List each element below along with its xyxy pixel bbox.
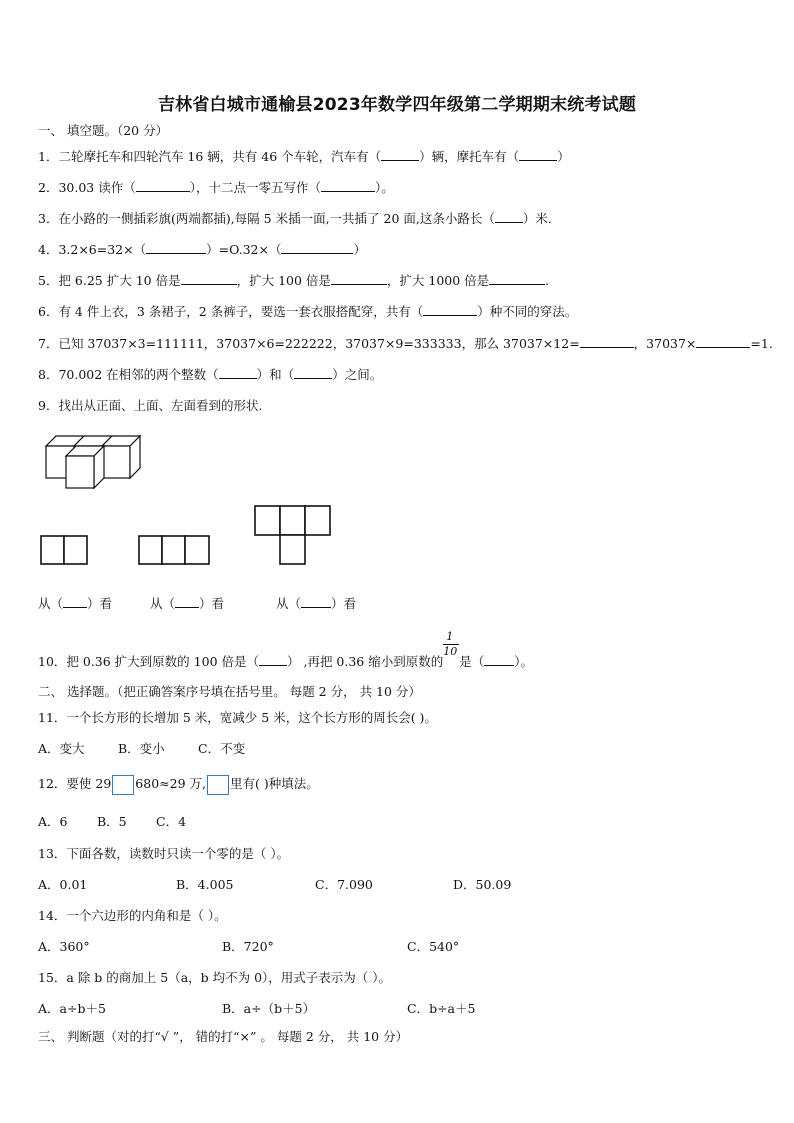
digit-box[interactable] — [207, 775, 229, 795]
question-9: 9．找出从正面、上面、左面看到的形状. — [38, 398, 263, 413]
q13-option-c[interactable]: C．7.090 — [315, 877, 373, 892]
section-2-heading: 二、 选择题。（把正确答案序号填在括号里。 每题 2 分， 共 10 分） — [38, 684, 421, 699]
answer-blank[interactable] — [136, 179, 190, 192]
question-3: 3．在小路的一侧插彩旗(两端都插),每隔 5 米插一面,一共插了 20 面,这条小路长（ ）米． — [38, 211, 561, 226]
question-12: 12．要使 29 680≈29 万, 里有( )种填法。 — [38, 774, 319, 795]
question-13: 13．下面各数，读数时只读一个零的是（ ）。 — [38, 846, 290, 861]
view-shape-a — [40, 535, 90, 565]
view-shape-b — [138, 535, 212, 565]
answer-blank[interactable] — [580, 335, 634, 348]
question-7: 7．已知 37037×3=111111，37037×6=222222，37037×9=333333，那么 37037×12= ，37037× =1. — [38, 336, 773, 351]
answer-blank[interactable] — [281, 241, 353, 254]
answer-blank[interactable] — [63, 595, 87, 608]
q15-option-c[interactable]: C．b÷a＋5 — [407, 1001, 476, 1016]
question-4: 4．3.2×6=32×（ ）=O.32×（ ） — [38, 242, 366, 257]
section-1-heading: 一、 填空题。（20 分） — [38, 123, 169, 138]
q11-option-a[interactable]: A．变大 — [38, 741, 85, 756]
answer-blank[interactable] — [696, 335, 750, 348]
q13-option-a[interactable]: A．0.01 — [38, 877, 88, 892]
view-shape-c — [254, 505, 332, 565]
q13-option-d[interactable]: D．50.09 — [453, 877, 512, 892]
q12-option-c[interactable]: C．4 — [156, 814, 187, 829]
question-15: 15．a 除 b 的商加上 5（a，b 均不为 0），用式子表示为（ ）。 — [38, 970, 392, 985]
q12-option-b[interactable]: B．5 — [97, 814, 127, 829]
answer-blank[interactable] — [301, 595, 331, 608]
answer-blank[interactable] — [294, 366, 332, 379]
answer-blank[interactable] — [381, 148, 419, 161]
question-2: 2．30.03 读作（ ），十二点一零五写作（ ）。 — [38, 180, 394, 195]
answer-blank[interactable] — [484, 653, 514, 666]
q15-option-b[interactable]: B．a÷（b＋5） — [222, 1001, 316, 1016]
question-8: 8．70.002 在相邻的两个整数（ ）和（ ）之间。 — [38, 367, 383, 382]
answer-blank[interactable] — [219, 366, 257, 379]
answer-blank[interactable] — [495, 210, 523, 223]
digit-box[interactable] — [112, 775, 134, 795]
answer-blank[interactable] — [423, 303, 477, 316]
fraction-one-tenth: $\frac{1}{10}$ — [443, 630, 458, 658]
view-label-1: 从（ ）看 — [38, 596, 113, 611]
q12-option-a[interactable]: A．6 — [38, 814, 68, 829]
q14-option-c[interactable]: C．540° — [407, 939, 460, 954]
answer-blank[interactable] — [175, 595, 199, 608]
section-3-heading: 三、 判断题（对的打“√ ”， 错的打“×” 。 每题 2 分， 共 10 分） — [38, 1029, 409, 1044]
question-6: 6．有 4 件上衣，3 条裙子，2 条裤子，要选一套衣服搭配穿，共有（ ）种不同的穿法。 — [38, 304, 578, 319]
q11-option-c[interactable]: C．不变 — [198, 741, 246, 756]
view-label-3: 从（ ）看 — [276, 596, 357, 611]
cube-stack-figure — [40, 432, 144, 494]
answer-blank[interactable] — [181, 272, 237, 285]
question-11: 11．一个长方形的长增加 5 米，宽减少 5 米，这个长方形的周长会( )。 — [38, 710, 437, 725]
view-label-2: 从（ ）看 — [150, 596, 225, 611]
q15-option-a[interactable]: A．a÷b＋5 — [38, 1001, 106, 1016]
answer-blank[interactable] — [259, 653, 287, 666]
q11-option-b[interactable]: B．变小 — [118, 741, 165, 756]
answer-blank[interactable] — [489, 272, 545, 285]
answer-blank[interactable] — [146, 241, 206, 254]
question-10: 10．把 0.36 扩大到原数的 100 倍是（ ） ,再把 0.36 缩小到原数的 $\frac{1}{10}$ 是（ ）。 — [38, 630, 534, 669]
page-title: 吉林省白城市通榆县2023年数学四年级第二学期期末统考试题 — [157, 95, 637, 115]
q13-option-b[interactable]: B．4.005 — [176, 877, 234, 892]
answer-blank[interactable] — [321, 179, 375, 192]
q14-option-a[interactable]: A．360° — [38, 939, 90, 954]
question-5: 5．把 6.25 扩大 10 倍是 ，扩大 100 倍是 ，扩大 1000 倍是 . — [38, 273, 550, 288]
answer-blank[interactable] — [331, 272, 387, 285]
q14-option-b[interactable]: B．720° — [222, 939, 274, 954]
question-1: 1．二轮摩托车和四轮汽车 16 辆，共有 46 个车轮，汽车有（ ）辆，摩托车有（ ） — [38, 149, 570, 164]
question-14: 14．一个六边形的内角和是（ ）。 — [38, 908, 227, 923]
answer-blank[interactable] — [519, 148, 557, 161]
